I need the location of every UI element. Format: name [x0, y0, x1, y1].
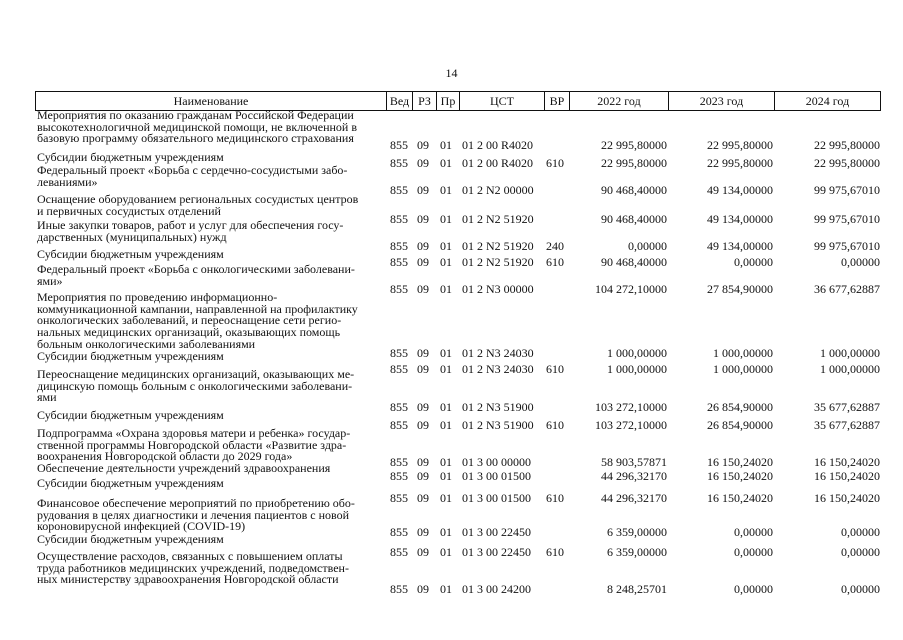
row-6-ved: 855 [390, 255, 408, 269]
row-11-pr: 01 [440, 418, 452, 432]
row-13-y2023: 16 150,24020 [707, 469, 773, 483]
row-6-y2022: 90 468,40000 [601, 255, 667, 269]
row-6-rz: 09 [417, 255, 429, 269]
row-12-y2022: 58 903,57871 [601, 455, 667, 469]
row-8-ved: 855 [390, 346, 408, 360]
row-9-vr: 610 [546, 362, 564, 376]
row-11-y2024: 35 677,62887 [814, 418, 880, 432]
header-ved: Вед [387, 92, 413, 110]
row-14-name: Субсидии бюджетным учреждениям [37, 476, 224, 490]
row-15-y2024: 0,00000 [841, 525, 880, 539]
row-12-y2023: 16 150,24020 [707, 455, 773, 469]
row-1-pr: 01 [440, 138, 452, 152]
row-14-vr: 610 [546, 491, 564, 505]
row-7-name: Федеральный проект «Борьба с онкологическими заболевани- ями» [37, 262, 355, 288]
row-4-y2022: 90 468,40000 [601, 212, 667, 226]
row-17-rz: 09 [417, 582, 429, 596]
row-9-y2022: 1 000,00000 [607, 362, 667, 376]
row-16-y2024: 0,00000 [841, 545, 880, 559]
row-13-name: Обеспечение деятельности учреждений здравоохранения [37, 461, 331, 475]
row-10-name: Переоснащение медицинских организаций, оказывающих ме- дицинскую помощь больным с онкологическими заболевани- ями [37, 367, 355, 405]
row-16-name: Субсидии бюджетным учреждениям [37, 532, 224, 546]
row-12-rz: 09 [417, 455, 429, 469]
row-1-y2024: 22 995,80000 [814, 138, 880, 152]
row-10-ved: 855 [390, 400, 408, 414]
row-1-y2023: 22 995,80000 [707, 138, 773, 152]
row-5-cst: 01 2 N2 51920 [462, 239, 534, 253]
row-4-pr: 01 [440, 212, 452, 226]
row-10-pr: 01 [440, 400, 452, 414]
row-3-y2022: 90 468,40000 [601, 183, 667, 197]
row-2-vr: 610 [546, 156, 564, 170]
row-3-cst: 01 2 N2 00000 [462, 183, 534, 197]
row-12-cst: 01 3 00 00000 [462, 455, 531, 469]
row-9-name: Субсидии бюджетным учреждениям [37, 349, 224, 363]
row-17-y2023: 0,00000 [734, 582, 773, 596]
row-15-pr: 01 [440, 525, 452, 539]
row-14-y2024: 16 150,24020 [814, 491, 880, 505]
row-11-name: Субсидии бюджетным учреждениям [37, 408, 224, 422]
row-7-y2023: 27 854,90000 [707, 282, 773, 296]
row-16-ved: 855 [390, 545, 408, 559]
row-9-y2024: 1 000,00000 [820, 362, 880, 376]
row-14-cst: 01 3 00 01500 [462, 491, 531, 505]
row-6-pr: 01 [440, 255, 452, 269]
row-14-y2022: 44 296,32170 [601, 491, 667, 505]
row-13-pr: 01 [440, 469, 452, 483]
row-12-ved: 855 [390, 455, 408, 469]
row-16-y2022: 6 359,00000 [607, 545, 667, 559]
row-15-name: Финансовое обеспечение мероприятий по приобретению обо- рудования в целях диагностики и лечения пациентов с новой короновирусной инфекцией (COVID-19) [37, 496, 355, 534]
row-12-y2024: 16 150,24020 [814, 455, 880, 469]
row-11-cst: 01 2 N3 51900 [462, 418, 534, 432]
row-12-pr: 01 [440, 455, 452, 469]
row-3-name: Федеральный проект «Борьба с сердечно-сосудистыми забо- леваниями» [37, 163, 348, 189]
page-number: 14 [445, 66, 458, 80]
row-2-rz: 09 [417, 156, 429, 170]
row-1-rz: 09 [417, 138, 429, 152]
header-2023: 2023 год [669, 92, 775, 110]
header-rz: РЗ [413, 92, 437, 110]
row-13-cst: 01 3 00 01500 [462, 469, 531, 483]
row-3-pr: 01 [440, 183, 452, 197]
row-2-y2024: 22 995,80000 [814, 156, 880, 170]
header-pr: Пр [437, 92, 460, 110]
row-14-pr: 01 [440, 491, 452, 505]
row-1-y2022: 22 995,80000 [601, 138, 667, 152]
row-5-vr: 240 [546, 239, 564, 253]
row-2-ved: 855 [390, 156, 408, 170]
row-2-pr: 01 [440, 156, 452, 170]
row-8-name: Мероприятия по проведению информационно- коммуникационной кампании, направленной на профилактику онкологических заболеваний, и переоснащение сети регио- нальных медицинских организаций, оказывающих помощь больным онкологическими заболеваниями [37, 290, 358, 351]
row-2-y2023: 22 995,80000 [707, 156, 773, 170]
row-7-pr: 01 [440, 282, 452, 296]
row-2-cst: 01 2 00 R4020 [462, 156, 534, 170]
row-17-ved: 855 [390, 582, 408, 596]
row-7-ved: 855 [390, 282, 408, 296]
row-13-ved: 855 [390, 469, 408, 483]
row-5-y2023: 49 134,00000 [707, 239, 773, 253]
row-9-rz: 09 [417, 362, 429, 376]
row-13-y2024: 16 150,24020 [814, 469, 880, 483]
row-7-y2022: 104 272,10000 [595, 282, 667, 296]
header-cst: ЦСТ [460, 92, 545, 110]
row-3-ved: 855 [390, 183, 408, 197]
row-16-pr: 01 [440, 545, 452, 559]
row-14-y2023: 16 150,24020 [707, 491, 773, 505]
row-3-y2024: 99 975,67010 [814, 183, 880, 197]
row-1-name: Мероприятия по оказанию гражданам Российской Федерации высокотехнологичной медицинской помощи, не включенной в базовую программу обязательного медицинского страхования [37, 108, 358, 146]
row-11-y2022: 103 272,10000 [595, 418, 667, 432]
row-5-ved: 855 [390, 239, 408, 253]
row-6-vr: 610 [546, 255, 564, 269]
header-name: Наименование [36, 92, 387, 110]
row-8-y2023: 1 000,00000 [713, 346, 773, 360]
row-13-y2022: 44 296,32170 [601, 469, 667, 483]
row-8-y2022: 1 000,00000 [607, 346, 667, 360]
row-8-pr: 01 [440, 346, 452, 360]
row-4-rz: 09 [417, 212, 429, 226]
row-16-rz: 09 [417, 545, 429, 559]
row-8-rz: 09 [417, 346, 429, 360]
row-5-y2024: 99 975,67010 [814, 239, 880, 253]
row-7-cst: 01 2 N3 00000 [462, 282, 534, 296]
row-10-cst: 01 2 N3 51900 [462, 400, 534, 414]
row-2-y2022: 22 995,80000 [601, 156, 667, 170]
row-2-name: Субсидии бюджетным учреждениям [37, 150, 224, 164]
row-10-y2022: 103 272,10000 [595, 400, 667, 414]
row-16-y2023: 0,00000 [734, 545, 773, 559]
header-2022: 2022 год [570, 92, 669, 110]
row-8-cst: 01 2 N3 24030 [462, 346, 534, 360]
row-11-rz: 09 [417, 418, 429, 432]
row-1-ved: 855 [390, 138, 408, 152]
row-6-cst: 01 2 N2 51920 [462, 255, 534, 269]
row-14-rz: 09 [417, 491, 429, 505]
row-15-y2023: 0,00000 [734, 525, 773, 539]
row-4-cst: 01 2 N2 51920 [462, 212, 534, 226]
row-5-name: Иные закупки товаров, работ и услуг для обеспечения госу- дарственных (муниципальных) нужд [37, 218, 344, 244]
row-17-y2022: 8 248,25701 [607, 582, 667, 596]
row-16-vr: 610 [546, 545, 564, 559]
row-6-y2023: 0,00000 [734, 255, 773, 269]
header-vr: ВР [545, 92, 570, 110]
row-9-pr: 01 [440, 362, 452, 376]
header-2024: 2024 год [805, 94, 850, 108]
row-5-y2022: 0,00000 [628, 239, 667, 253]
row-9-y2023: 1 000,00000 [713, 362, 773, 376]
row-3-rz: 09 [417, 183, 429, 197]
row-17-pr: 01 [440, 582, 452, 596]
row-11-y2023: 26 854,90000 [707, 418, 773, 432]
row-15-cst: 01 3 00 22450 [462, 525, 531, 539]
row-5-pr: 01 [440, 239, 452, 253]
row-4-y2023: 49 134,00000 [707, 212, 773, 226]
row-4-name: Оснащение оборудованием региональных сосудистых центров и первичных сосудистых отделений [37, 192, 359, 218]
row-14-ved: 855 [390, 491, 408, 505]
row-15-y2022: 6 359,00000 [607, 525, 667, 539]
row-1-cst: 01 2 00 R4020 [462, 138, 534, 152]
row-3-y2023: 49 134,00000 [707, 183, 773, 197]
row-6-name: Субсидии бюджетным учреждениям [37, 247, 224, 261]
row-5-rz: 09 [417, 239, 429, 253]
row-12-name: Подпрограмма «Охрана здоровья матери и ребенка» государ- ственной программы Новгородской области «Развитие здра- воохранения Новгородской области до 2029 года» [37, 426, 351, 464]
row-9-cst: 01 2 N3 24030 [462, 362, 534, 376]
row-9-ved: 855 [390, 362, 408, 376]
row-17-name: Осуществление расходов, связанных с повышением оплаты труда работников медицинских учреждений, подведомствен- ных министерству здравоохранения Новгородской области [37, 549, 349, 587]
row-8-y2024: 1 000,00000 [820, 346, 880, 360]
row-10-y2024: 35 677,62887 [814, 400, 880, 414]
row-10-y2023: 26 854,90000 [707, 400, 773, 414]
row-11-vr: 610 [546, 418, 564, 432]
row-15-ved: 855 [390, 525, 408, 539]
row-7-rz: 09 [417, 282, 429, 296]
row-16-cst: 01 3 00 22450 [462, 545, 531, 559]
row-17-cst: 01 3 00 24200 [462, 582, 531, 596]
row-7-y2024: 36 677,62887 [814, 282, 880, 296]
row-10-rz: 09 [417, 400, 429, 414]
row-6-y2024: 0,00000 [841, 255, 880, 269]
row-15-rz: 09 [417, 525, 429, 539]
row-13-rz: 09 [417, 469, 429, 483]
row-11-ved: 855 [390, 418, 408, 432]
row-4-y2024: 99 975,67010 [814, 212, 880, 226]
row-4-ved: 855 [390, 212, 408, 226]
row-17-y2024: 0,00000 [841, 582, 880, 596]
